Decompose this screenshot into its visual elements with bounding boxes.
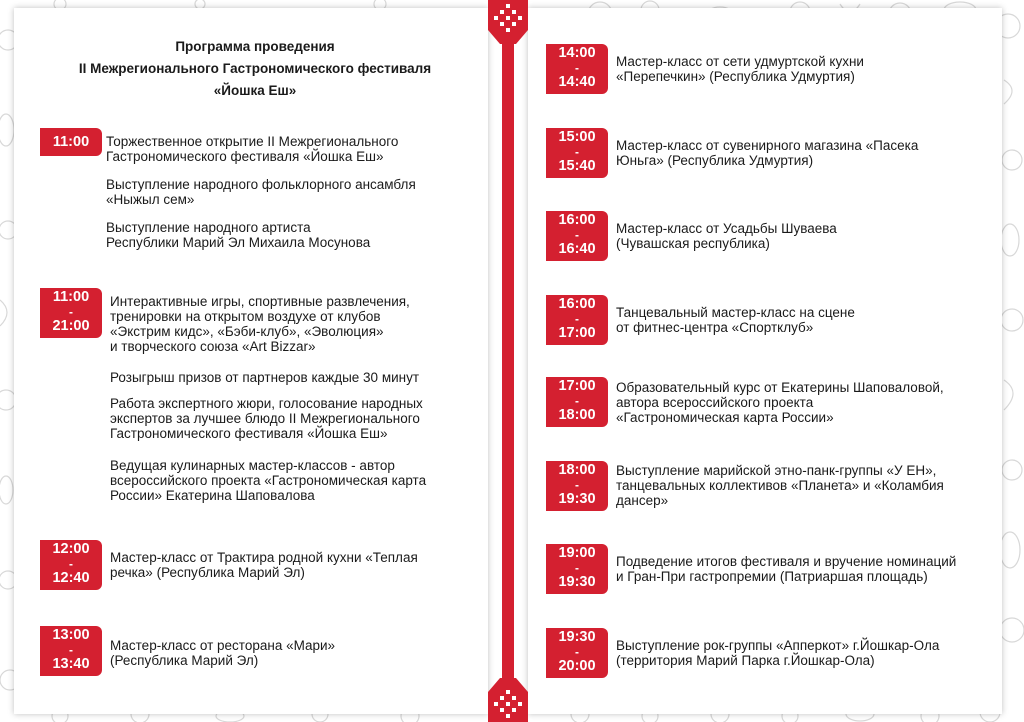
time-badge bbox=[546, 628, 608, 678]
event-text-line: «Перепечкин» (Республика Удмуртия) bbox=[616, 69, 855, 84]
event-text-line: и Гран-При гастропремии (Патриаршая площадь) bbox=[616, 569, 928, 584]
event-text-line: Юньга» (Республика Удмуртия) bbox=[616, 153, 814, 168]
event-description bbox=[616, 554, 956, 584]
time-badge bbox=[546, 377, 608, 427]
time-badge bbox=[40, 626, 102, 676]
time-separator: - bbox=[575, 478, 579, 492]
event-text-line: Мастер-класс от сувенирного магазина «Пасека bbox=[616, 138, 919, 153]
time-end: 16:40 bbox=[558, 241, 596, 257]
event-text-line: автора всероссийского проекта bbox=[616, 395, 814, 410]
time-end: 19:30 bbox=[558, 574, 596, 590]
time-separator: - bbox=[575, 645, 579, 659]
time-separator: - bbox=[69, 305, 73, 319]
event-description bbox=[616, 54, 864, 84]
time-start: 11:00 bbox=[52, 134, 90, 150]
time-badge bbox=[40, 540, 102, 590]
event-text-line: речка» (Республика Марий Эл) bbox=[110, 565, 305, 580]
time-separator: - bbox=[575, 394, 579, 408]
time-start: 15:00 bbox=[558, 129, 596, 145]
event-text-line: (территория Марий Парка г.Йошкар-Ола) bbox=[616, 653, 875, 668]
event-text-line: Республики Марий Эл Михаила Мосунова bbox=[106, 235, 371, 250]
event-description bbox=[110, 638, 335, 668]
time-separator: - bbox=[575, 561, 579, 575]
event-text-line: Мастер-класс от Трактира родной кухни «Теплая bbox=[110, 550, 418, 565]
event-text-line: «Ныжыл сем» bbox=[106, 192, 195, 207]
event-text-line: Выступление рок-группы «Апперкот» г.Йошкар-Ола bbox=[616, 638, 940, 653]
event-description bbox=[106, 220, 370, 250]
time-end: 18:00 bbox=[558, 407, 596, 423]
time-separator: - bbox=[69, 643, 73, 657]
time-separator: - bbox=[575, 61, 579, 75]
time-end: 13:40 bbox=[52, 656, 90, 672]
event-text-line: всероссийского проекта «Гастрономическая карта bbox=[110, 473, 427, 488]
event-description bbox=[110, 458, 426, 503]
event-description bbox=[616, 221, 837, 251]
time-badge bbox=[40, 288, 102, 338]
event-description bbox=[106, 177, 416, 207]
event-text-line: Образовательный курс от Екатерины Шаповаловой, bbox=[616, 380, 944, 395]
event-description bbox=[616, 380, 944, 425]
event-text-line: экспертов за лучшее блюдо II Межрегионального bbox=[110, 411, 420, 426]
time-start: 14:00 bbox=[558, 45, 596, 61]
event-text-line: России» Екатерина Шаповалова bbox=[110, 488, 315, 503]
event-description bbox=[110, 294, 410, 354]
event-text-line: Танцевальный мастер-класс на сцене bbox=[616, 305, 855, 320]
time-badge bbox=[546, 128, 608, 178]
event-text-line: Розыгрыш призов от партнеров каждые 30 минут bbox=[110, 370, 420, 385]
event-text-line: Мастер-класс от Усадьбы Шуваева bbox=[616, 221, 837, 236]
time-separator: - bbox=[575, 145, 579, 159]
event-text-line: Торжественное открытие II Межрегионального bbox=[106, 134, 399, 149]
ornament-spine-icon bbox=[488, 0, 528, 722]
title-line-2: II Межрегионального Гастрономического фестиваля bbox=[78, 61, 432, 76]
time-separator: - bbox=[575, 228, 579, 242]
time-badge bbox=[546, 544, 608, 594]
time-start: 18:00 bbox=[558, 462, 596, 478]
event-description bbox=[110, 550, 418, 580]
event-text-line: Гастрономического фестиваля «Йошка Еш» bbox=[106, 149, 384, 164]
event-text-line: «Гастрономическая карта России» bbox=[616, 410, 834, 425]
event-text-line: Выступление народного фольклорного ансамбля bbox=[106, 177, 416, 192]
title-line-1: Программа проведения bbox=[175, 39, 335, 54]
event-text-line: Выступление марийской этно-панк-группы «У ЕН», bbox=[616, 463, 937, 478]
time-start: 19:00 bbox=[558, 545, 596, 561]
time-start: 13:00 bbox=[52, 627, 90, 643]
event-text-line: (Чувашская республика) bbox=[616, 236, 770, 251]
event-text-line: Мастер-класс от ресторана «Мари» bbox=[110, 638, 336, 653]
event-text-line: Ведущая кулинарных мастер-классов - автор bbox=[110, 458, 395, 473]
event-text-line: Работа экспертного жюри, голосование народных bbox=[110, 396, 423, 411]
event-text-line: и творческого союза «Art Bizzar» bbox=[110, 339, 316, 354]
event-text-line: тренировки на открытом воздухе от клубов bbox=[110, 309, 381, 324]
left-panel bbox=[14, 8, 488, 714]
event-text-line: Мастер-класс от сети удмуртской кухни bbox=[616, 54, 864, 69]
event-text-line: Гастрономического фестиваля «Йошка Еш» bbox=[110, 426, 388, 441]
event-description bbox=[616, 138, 918, 168]
event-text-line: Интерактивные игры, спортивные развлечения, bbox=[110, 294, 410, 309]
event-text-line: Выступление народного артиста bbox=[106, 220, 311, 235]
event-description bbox=[110, 370, 419, 385]
event-text-line: (Республика Марий Эл) bbox=[110, 653, 259, 668]
program-title bbox=[40, 36, 470, 102]
event-text-line: от фитнес-центра «Спортклуб» bbox=[616, 320, 814, 335]
time-end: 21:00 bbox=[52, 318, 90, 334]
time-end: 12:40 bbox=[52, 570, 90, 586]
time-badge bbox=[546, 461, 608, 511]
event-description bbox=[616, 638, 939, 668]
event-description bbox=[110, 396, 423, 441]
time-separator: - bbox=[575, 312, 579, 326]
time-start: 19:30 bbox=[558, 629, 596, 645]
time-badge bbox=[40, 128, 102, 156]
time-end: 20:00 bbox=[558, 658, 596, 674]
time-start: 11:00 bbox=[52, 289, 90, 305]
event-description bbox=[616, 305, 855, 335]
time-badge bbox=[546, 295, 608, 345]
time-end: 19:30 bbox=[558, 491, 596, 507]
event-description bbox=[616, 463, 944, 508]
time-badge bbox=[546, 44, 608, 94]
event-text-line: дансер» bbox=[616, 493, 669, 508]
time-start: 16:00 bbox=[558, 212, 596, 228]
event-description bbox=[106, 134, 398, 164]
title-line-3: «Йошка Еш» bbox=[213, 83, 297, 98]
time-badge bbox=[546, 211, 608, 261]
time-start: 12:00 bbox=[52, 541, 90, 557]
time-end: 17:00 bbox=[558, 325, 596, 341]
time-start: 17:00 bbox=[558, 378, 596, 394]
right-panel bbox=[528, 8, 1002, 714]
time-end: 15:40 bbox=[558, 158, 596, 174]
time-separator: - bbox=[69, 557, 73, 571]
event-text-line: «Экстрим кидс», «Бэби-клуб», «Эволюция» bbox=[110, 324, 384, 339]
time-start: 16:00 bbox=[558, 296, 596, 312]
event-text-line: Подведение итогов фестиваля и вручение номинаций bbox=[616, 554, 957, 569]
event-text-line: танцевальных коллективов «Планета» и «Коламбия bbox=[616, 478, 944, 493]
time-end: 14:40 bbox=[558, 74, 596, 90]
